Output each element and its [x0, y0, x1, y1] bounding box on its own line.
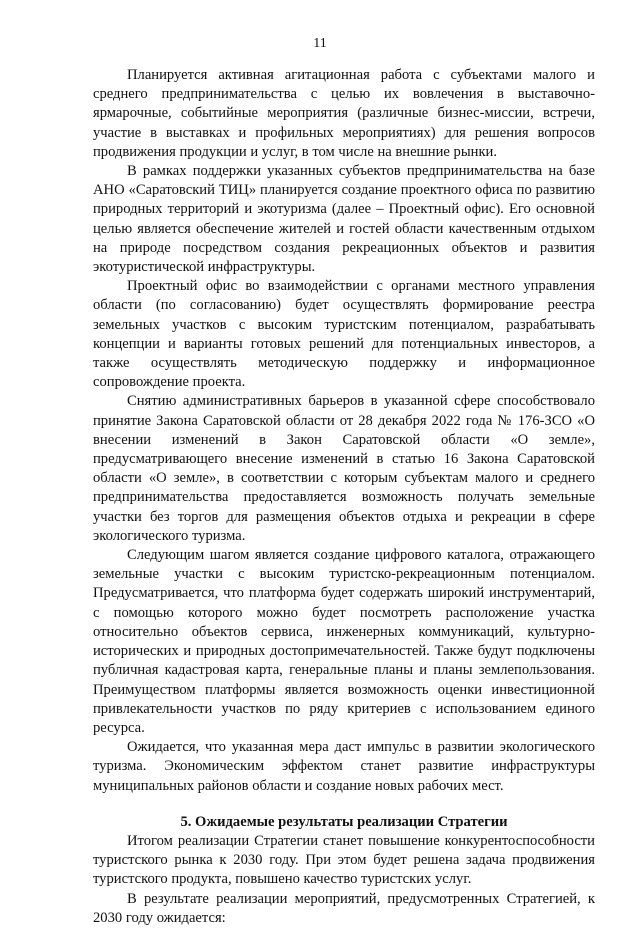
paragraph-promotion: Планируется активная агитационная работа с субъектами малого и среднего предпринимательства с целью их вовлечения в выставочно-ярмарочные, событийные мероприятия (различные бизнес-миссии, встречи, участие в выставках и профильных мероприятиях) для решения вопросов продвижения продукции и услуг, в том числе на внешние рынки. [93, 67, 595, 160]
page-number: 11 [313, 36, 327, 51]
section-heading: 5. Ожидаемые результаты реализации Стратегии [180, 813, 508, 830]
paragraph-strategy-outcome: Итогом реализации Стратегии станет повышение конкурентоспособности туристского рынка к 2030 году. При этом будет решена задача продвижения туристского продукта, повышено качество туристских услуг. [93, 832, 595, 888]
paragraph-regional-law: Снятию административных барьеров в указанной сфере способствовало принятие Закона Саратовской области от 28 декабря 2022 года № 176-ЗСО «О внесении изменений в Закон Саратовской области «О земле», предусматривающего внесение изменений в статью 16 Закона Саратовской области «О земле», в соответствии с которым субъектам малого и среднего предпринимательства предоставляется возможность получать земельные участки без торгов для размещения объектов отдыха и рекреации в сфере экологического туризма. [93, 393, 595, 544]
paragraph-land-registry: Проектный офис во взаимодействии с органами местного управления области (по согласованию) будет осуществлять формирование реестра земельных участков с высоким туристским потенциалом, разрабатывать концепции и варианты готовых решений для потенциальных инвесторов, а также осуществлять методическую поддержку и информационное сопровождение проекта. [93, 278, 595, 391]
paragraph-digital-catalog: Следующим шагом является создание цифрового каталога, отражающего земельные участки с высоким туристско-рекреационным потенциалом. Предусматривается, что платформа будет содержать широкий инструментарий, с помощью которого можно будет посмотреть расположение участка относительно объектов сервиса, инженерных коммуникаций, культурно-исторических и природных достопримечательностей. Также будут подключены публичная кадастровая карта, генеральные планы и планы землепользования. Преимуществом платформы является возможность оценки инвестиционной привлекательности участков по ряду критериев с использованием единого ресурса. [93, 547, 595, 736]
paragraph-expected-impulse: Ожидается, что указанная мера даст импульс в развитии экологического туризма. Экономическим эффектом станет развитие инфраструктуры муниципальных районов области и создание новых рабочих мест. [93, 739, 595, 794]
document-body [93, 66, 595, 928]
paragraph-expected-by-2030: В результате реализации мероприятий, предусмотренных Стратегией, к 2030 году ожидается: [93, 890, 595, 926]
paragraph-project-office: В рамках поддержки указанных субъектов предпринимательства на базе АНО «Саратовский ТИЦ» планируется создание проектного офиса по развитию природных территорий и экотуризма (далее – Проектный офис). Его основной целью является обеспечение жителей и гостей области качественным отдыхом на природе посредством создания рекреационных объектов и развития экотуристической инфраструктуры. [93, 163, 595, 276]
